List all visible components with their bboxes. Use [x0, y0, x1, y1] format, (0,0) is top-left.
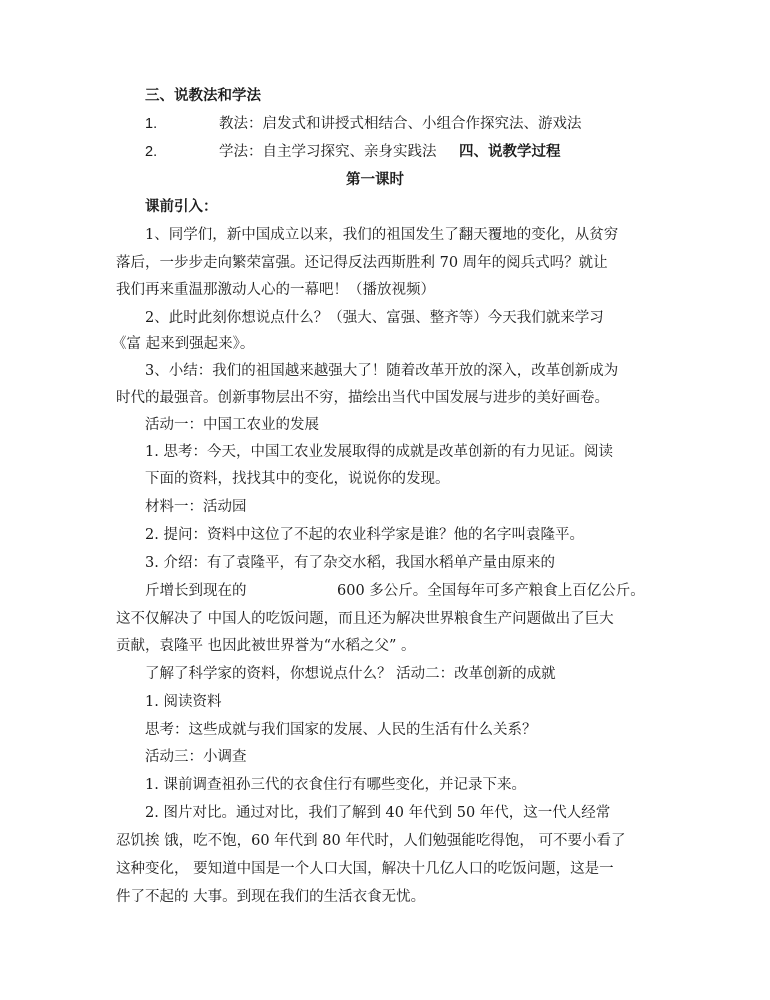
paragraph-line: 贡献，袁隆平 也因此被世界誉为“水稻之父” 。 — [116, 638, 416, 654]
paragraph-line: 这不仅解决了 中国人的吃饭问题，而且还为解决世界粮食生产问题做出了巨大 — [116, 611, 614, 627]
method-1-number: 1. — [145, 116, 158, 132]
lesson-title: 第一课时 — [346, 171, 404, 188]
material-heading: 材料一：活动园 — [145, 499, 247, 515]
paragraph-line: 2. 图片对比。通过对比，我们了解到 40 年代到 50 年代，这一代人经常 — [145, 805, 611, 821]
section-title: 三、说教法和学法 — [145, 87, 261, 104]
paragraph-line: 2. 提问：资料中这位了不起的农业科学家是谁？他的名字叫袁隆平。 — [145, 527, 584, 543]
paragraph-line: 3、小结：我们的祖国越来越强大了！随着改革开放的深入，改革创新成为 — [145, 363, 619, 379]
list-item: 1. 阅读资料 — [145, 694, 222, 710]
method-2-number: 2. — [145, 144, 158, 160]
paragraph-line: 我们再来重温那激动人心的一幕吧！（播放视频） — [116, 282, 435, 298]
paragraph-line: 下面的资料，找找其中的变化，说说你的发现。 — [145, 471, 450, 487]
teaching-process-heading: 四、说教学过程 — [459, 143, 561, 160]
paragraph-line: 600 多公斤。全国每年可多产粮食上百亿公斤。 — [337, 583, 645, 599]
paragraph-line: 落后，一步步走向繁荣富强。还记得反法西斯胜利 70 周年的阅兵式吗？就让 — [116, 255, 608, 271]
paragraph-line: 3. 介绍：有了袁隆平，有了杂交水稻，我国水稻单产量由原来的 — [145, 555, 555, 571]
paragraph-line: 2、此时此刻你想说点什么？（强大、富强、整齐等）今天我们就来学习 — [145, 310, 604, 326]
activity-heading: 活动一：中国工农业的发展 — [145, 417, 319, 433]
paragraph-line: 思考：这些成就与我们国家的发展、人民的生活有什么关系？ — [145, 722, 537, 738]
paragraph-line: 这种变化， 要知道中国是一个人口大国，解决十几亿人口的吃饭问题，这是一 — [116, 861, 614, 877]
method-1-text: 教法：启发式和讲授式相结合、小组合作探究法、游戏法 — [219, 116, 582, 132]
paragraph-line: 斤增长到现在的 — [145, 583, 247, 599]
paragraph-line: 1、同学们，新中国成立以来，我们的祖国发生了翻天覆地的变化，从贫穷 — [145, 227, 619, 243]
paragraph-line: 忍饥挨 饿，吃不饱，60 年代到 80 年代时，人们勉强能吃得饱， 可不要小看了 — [116, 833, 626, 849]
paragraph-line: 了解了科学家的资料，你想说点什么？ 活动二：改革创新的成就 — [145, 666, 556, 682]
activity-heading: 活动三：小调查 — [145, 749, 247, 765]
paragraph-line: 件了不起的 大事。到现在我们的生活衣食无忧。 — [116, 889, 426, 905]
paragraph-line: 《富 起来到强起来》。 — [112, 336, 255, 352]
paragraph-line: 1. 思考：今天，中国工农业发展取得的成就是改革创新的有力见证。阅读 — [145, 444, 613, 460]
paragraph-line: 时代的最强音。创新事物层出不穷，描绘出当代中国发展与进步的美好画卷。 — [116, 390, 609, 406]
intro-heading: 课前引入： — [145, 198, 218, 215]
paragraph-line: 1. 课前调查祖孙三代的衣食住行有哪些变化，并记录下来。 — [145, 777, 526, 793]
method-2-text: 学法：自主学习探究、亲身实践法 — [219, 144, 437, 160]
